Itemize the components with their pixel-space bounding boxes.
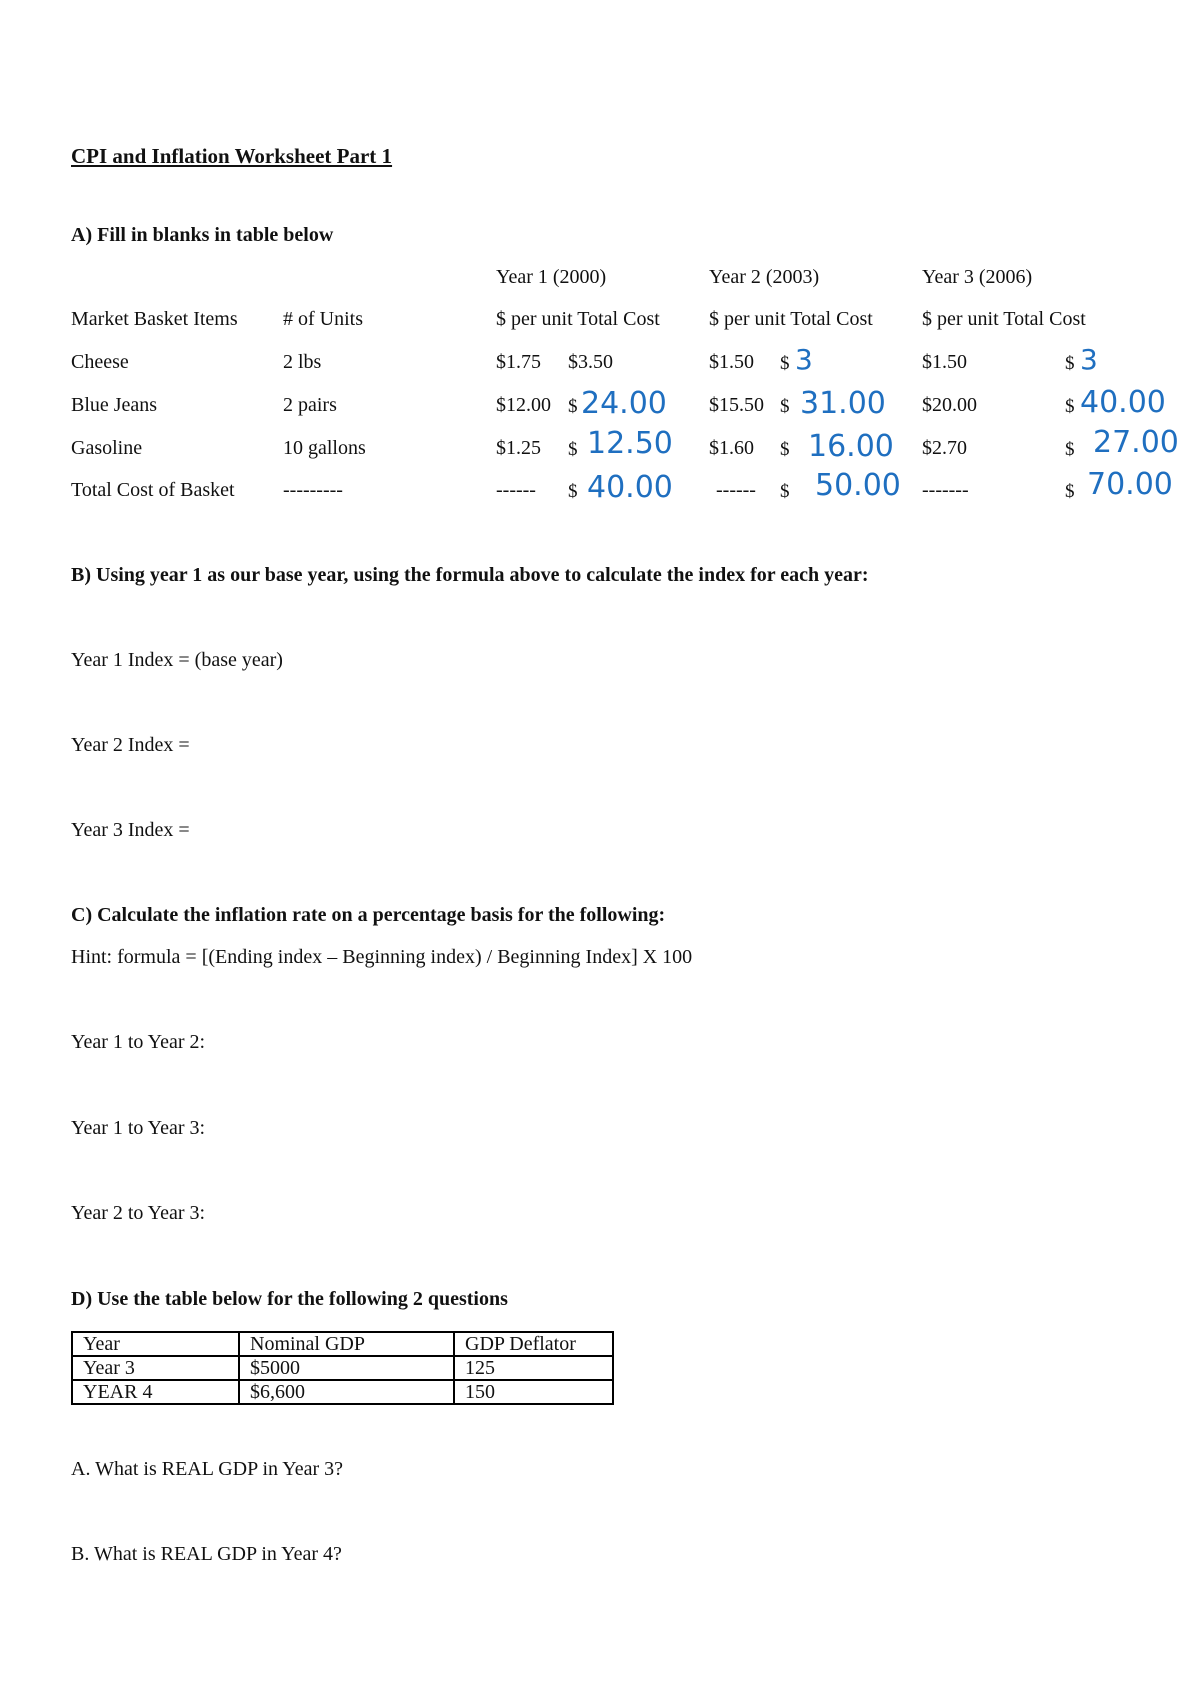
gasoline-y3-price: $2.70 [922,437,967,459]
year-2-header: Year 2 (2003) [709,266,820,288]
gasoline-y2-dollar: $ [780,439,790,460]
section-a-heading: A) Fill in blanks in table below [71,224,334,246]
jeans-y2-price: $15.50 [709,394,764,416]
year-3-header: Year 3 (2006) [922,266,1033,288]
total-y2-price: ------ [716,479,756,501]
gasoline-y3-total: 27.00 [1093,425,1179,460]
cheese-y2-total: 3 [795,343,813,376]
col-market-basket-items: Market Basket Items [71,308,238,330]
gasoline-y1-total: 12.50 [587,426,673,461]
row-units-blue-jeans: 2 pairs [283,394,337,416]
col-cost-y1: $ per unit Total Cost [496,308,660,330]
section-d-heading: D) Use the table below for the following 2 questions [71,1288,508,1310]
table-row [72,1356,613,1380]
cheese-y3-price: $1.50 [922,351,967,373]
row-units-total-cost: --------- [283,479,343,501]
gdp-table-header-row [72,1332,613,1356]
total-y1-price: ------ [496,479,536,501]
jeans-y1-total: 24.00 [581,386,667,421]
gdp-cell-nominal: $5000 [239,1356,454,1380]
gdp-cell-deflator: 150 [454,1380,613,1404]
cheese-y3-total: 3 [1080,343,1098,376]
jeans-y1-price: $12.00 [496,394,551,416]
total-y3-dollar: $ [1065,481,1075,502]
year-3-index: Year 3 Index = [71,819,190,841]
total-y3-price: ------- [922,479,969,501]
col-cost-y2: $ per unit Total Cost [709,308,873,330]
total-y2-total: 50.00 [815,468,901,503]
gasoline-y1-price: $1.25 [496,437,541,459]
jeans-y2-total: 31.00 [800,386,886,421]
formula-hint: Hint: formula = [(Ending index – Beginning index) / Beginning Index] X 100 [71,946,693,968]
inflation-year1-year3: Year 1 to Year 3: [71,1117,206,1139]
inflation-year1-year2: Year 1 to Year 2: [71,1031,206,1053]
year-2-index: Year 2 Index = [71,734,190,756]
gasoline-y1-dollar: $ [568,439,578,460]
question-a: A. What is REAL GDP in Year 3? [71,1458,344,1480]
question-b: B. What is REAL GDP in Year 4? [71,1543,342,1565]
gdp-header-nominal: Nominal GDP [239,1332,454,1356]
jeans-y3-price: $20.00 [922,394,977,416]
gdp-table [71,1331,614,1405]
cheese-y2-price: $1.50 [709,351,754,373]
cheese-y1-total: $3.50 [568,351,613,373]
col-num-units: # of Units [283,308,363,330]
total-y3-total: 70.00 [1087,467,1173,502]
total-y1-dollar: $ [568,481,578,502]
section-c-heading: C) Calculate the inflation rate on a percentage basis for the following: [71,904,666,926]
jeans-y3-total: 40.00 [1080,385,1166,420]
page-title: CPI and Inflation Worksheet Part 1 [71,144,393,168]
gasoline-y2-price: $1.60 [709,437,754,459]
total-y2-dollar: $ [780,481,790,502]
gdp-header-year: Year [72,1332,239,1356]
section-b-heading: B) Using year 1 as our base year, using the formula above to calculate the index for each year: [71,564,869,586]
gasoline-y2-total: 16.00 [808,429,894,464]
row-item-gasoline: Gasoline [71,437,143,459]
cheese-y2-dollar: $ [780,353,790,374]
gdp-cell-year: Year 3 [72,1356,239,1380]
gdp-header-deflator: GDP Deflator [454,1332,613,1356]
gdp-cell-year: YEAR 4 [72,1380,239,1404]
row-item-blue-jeans: Blue Jeans [71,394,158,416]
row-units-gasoline: 10 gallons [283,437,366,459]
year-1-header: Year 1 (2000) [496,266,607,288]
row-item-total-cost: Total Cost of Basket [71,479,235,501]
total-y1-total: 40.00 [587,470,673,505]
cheese-y3-dollar: $ [1065,353,1075,374]
col-cost-y3: $ per unit Total Cost [922,308,1086,330]
inflation-year2-year3: Year 2 to Year 3: [71,1202,206,1224]
jeans-y3-dollar: $ [1065,396,1075,417]
jeans-y2-dollar: $ [780,396,790,417]
gdp-cell-nominal: $6,600 [239,1380,454,1404]
row-item-cheese: Cheese [71,351,129,373]
cheese-y1-price: $1.75 [496,351,541,373]
gasoline-y3-dollar: $ [1065,439,1075,460]
year-1-index: Year 1 Index = (base year) [71,649,283,671]
jeans-y1-dollar: $ [568,396,578,417]
row-units-cheese: 2 lbs [283,351,322,373]
table-row [72,1380,613,1404]
gdp-cell-deflator: 125 [454,1356,613,1380]
